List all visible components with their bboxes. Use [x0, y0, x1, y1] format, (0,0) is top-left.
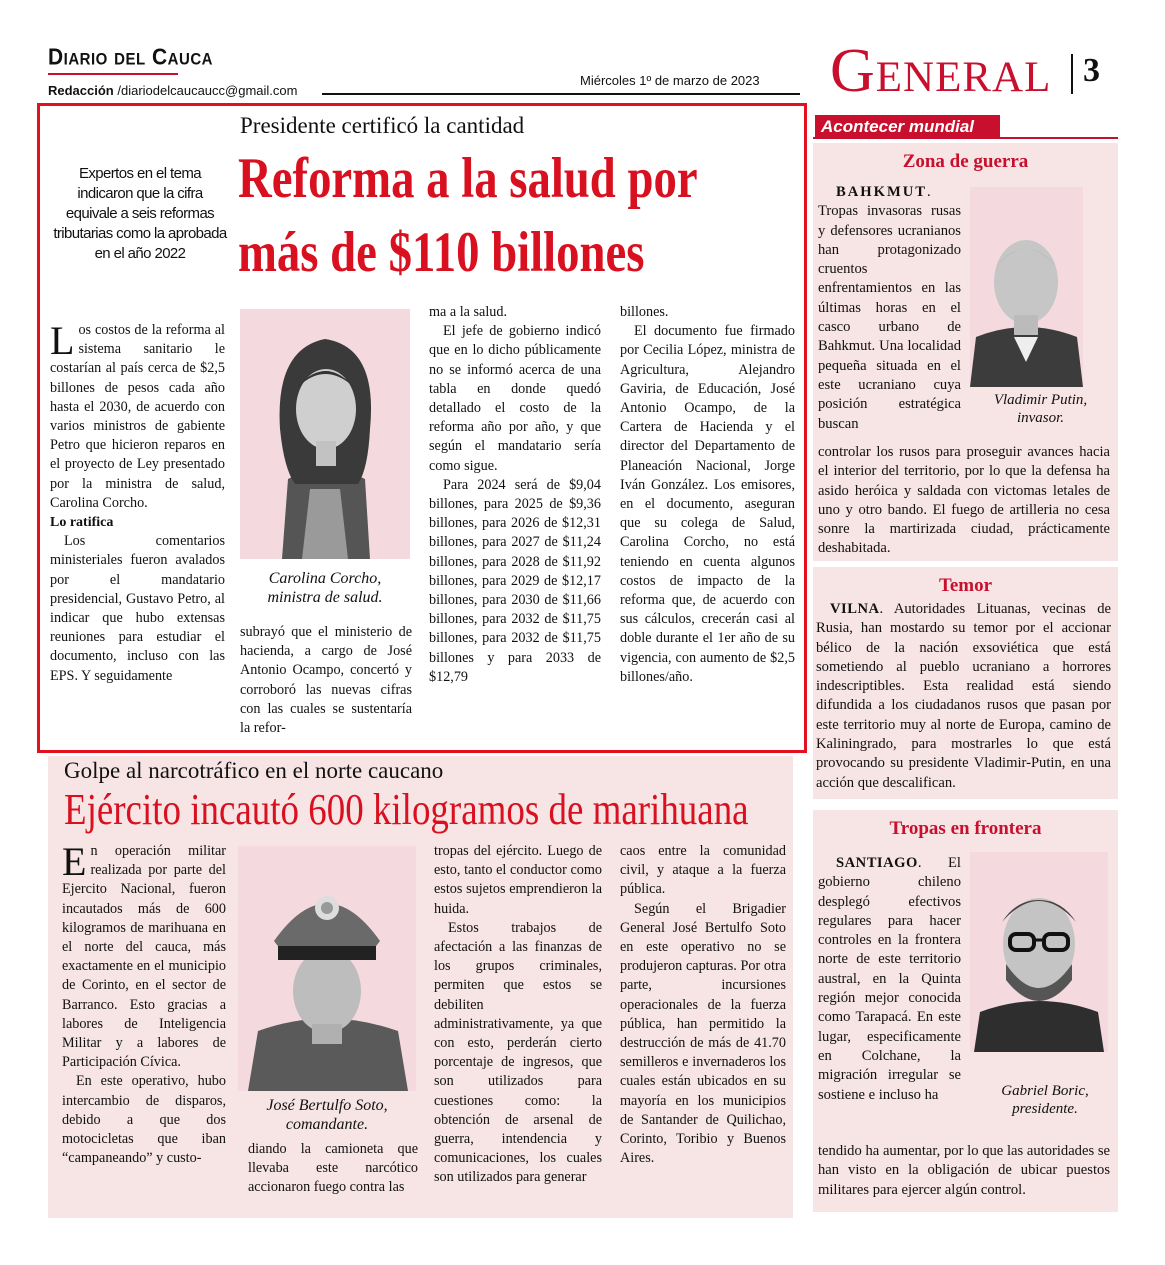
second-col4-p1: Según el Brigadier General José Bertulfo Soto en este operativo no se produjeron capturas. Por otra parte, incursiones operacionales de la fuerza pública, han permitido la destrucción de más de 41.70 semilleros e invernaderos los cuales están ubicados en su mayoría en los municipios de Santander de Quilichao, Corinto, Toribio y Buenos Aires. — [620, 900, 786, 1167]
second-column-2-text: diando la camioneta que llevaba este narcótico accionaron fuego contra las — [248, 1141, 418, 1196]
section-title: General — [830, 37, 1052, 105]
boric-caption — [970, 1082, 1120, 1118]
header-rule — [322, 93, 800, 95]
lead-col3-p1: El jefe de gobierno indicó que en lo dicho públicamente no se informó acerca de una tabla en donde quedó detallado el costo de la reforma año por año, y que según el mandatario sería como sigue. — [429, 323, 601, 474]
war-text-narrow — [818, 183, 961, 434]
border-text-wide — [818, 1142, 1110, 1200]
second-story — [48, 756, 793, 1218]
second-paragraph-2: En este operativo, hubo intercambio de disparos, debido a que dos motocicletas que iban “campaneando” y custo- — [62, 1073, 226, 1167]
second-photo-caption — [238, 1096, 416, 1134]
drop-cap-e: E — [62, 839, 87, 884]
war-paragraph-a: BAHKMUT. Tropas invasoras rusas y defensores ucranianos han protagonizado cruentos enfrentamientos en las últimas horas en el casco urbano de Bahkmut. Una localidad pequeña situada en el este ucraniano cuya posición estratégica buscan — [818, 184, 961, 432]
sidebar-banner-label: Acontecer mundial — [815, 115, 1000, 139]
lead-paragraph-2: Los comentarios ministeriales fueron avalados por el mandatario presidencial, Gustavo Petro, al indicar que hubo extensas reuniones para estudiar el documento, incluso con las EPS. Y seguidamente — [50, 533, 225, 684]
lead-subhead: Lo ratifica — [50, 515, 114, 531]
lead-col4-p1: El documento fue firmado por Cecilia López, ministra de Agricultura, Alejandro Gaviria, de Educación, José Antonio Ocampo, de la Cartera de Hacienda y el director del Departamento de Planeación Nacional, Jorge Iván González. Los emisores, en el documento, aseguran que su colega de Salud, Carolina Corcho, no está teniendo en cuenta algunos costos de impacto de la reforma que, de acuerdo con sus cálculos, crecerán casi al doble durante el 1er año de su vigencia, con aumento de $2,5 billones/año. — [620, 323, 795, 685]
border-text-narrow — [818, 854, 961, 1105]
lead-summary: Expertos en el tema indicaron que la cifra equivale a seis reformas tributarias como la aprobada en el año 2022 — [53, 165, 227, 262]
fear-paragraph: VILNA. Autoridades Lituanas, vecinas de Rusia, han mostardo su temor por el accionar bélico de la nación exsoviética que está sometiendo al pueblo ucraniano a horrores indescriptibles. Esta realidad está siendo difundida a los ciudadanos rusos que pasan por este territorio muy al norte de Europa, camino de Kaliningrado, para mostrarles lo que está provocando su presidente Vladimir-Putin, en una acción que descalifican. — [816, 601, 1111, 791]
page-number: 3 — [1083, 52, 1100, 89]
carolina-corcho-photo — [240, 309, 410, 559]
lead-caption-line-2: ministra de salud. — [267, 589, 383, 606]
second-column-3 — [434, 842, 602, 1188]
gabriel-boric-photo — [970, 852, 1108, 1052]
lead-headline-line-1: Reforma a la salud por — [238, 147, 698, 210]
lead-paragraph-1: Los costos de la reforma al sistema sanitario le costarían al país cerca de $2,5 billones de pesos cada año hasta el 2030, de acuerdo con varios ministros de gabiente Petro que hicieron reparos en el proyecto de Ley presentado por la ministra de salud, Carolina Corcho. — [50, 318, 225, 511]
fear-title: Temor — [938, 575, 993, 596]
lead-photo-caption — [240, 569, 410, 607]
border-paragraph-a: SANTIAGO. El gobierno chileno desplegó efectivos regulares para hacer controles en la frontera norte de este territorio austral, en la Quinta región mejor conocida como Tarapacá. En este lugar, especificamente en Colchane, la migración irregular se sostiene e incluso ha — [818, 855, 961, 1103]
boric-caption-line-1: Gabriel Boric, — [1001, 1083, 1089, 1099]
logo-underline — [48, 73, 178, 75]
lead-headline — [238, 142, 697, 290]
lead-story — [37, 103, 807, 753]
border-title: Tropas en frontera — [889, 818, 1042, 839]
lead-column-2 — [240, 623, 412, 738]
contact-email[interactable]: /diariodelcaucaucc@gmail.com — [113, 83, 298, 98]
sidebar-banner — [813, 115, 1118, 139]
jose-bertulfo-soto-photo — [238, 846, 416, 1091]
sidebar-section-border — [813, 810, 1118, 1212]
lead-column-3 — [429, 303, 601, 687]
vladimir-putin-photo — [970, 187, 1083, 387]
boric-caption-line-2: presidente. — [1012, 1101, 1078, 1117]
second-caption-line-1: José Bertulfo Soto, — [266, 1097, 388, 1114]
border-paragraph-b: tendido ha aumentar, por lo que las autoridades se han visto en la obligación de ubicar puestos militares para ejercer algún control. — [818, 1143, 1110, 1198]
lead-col4-p0: billones. — [620, 304, 669, 320]
redaccion-label: Redacción — [48, 83, 114, 98]
second-col3-p1: Estos trabajos de afectación a las finanzas de los grupos criminales, permiten que estos se debiliten administrativamente, ya que con esto, perderán cierto porcentaje de ingresos, que son utilizados para cuestiones como: la obtención de arsenal de guerra, intendencia y comunicaciones, los cuales son utilizados para generar — [434, 919, 602, 1186]
second-column-1 — [62, 839, 226, 1168]
war-paragraph-b: controlar los rusos para proseguir avances hacia el interior del territorio, por lo que la defensa ha asido heróica y saldada con victomas letales de uno y otro bando. El fuego de artilleria no cesa sonre la martirizada ciudad, prácticamente deshabitada. — [818, 444, 1110, 557]
sidebar — [813, 115, 1118, 1225]
second-kicker: Golpe al narcotráfico en el norte caucano — [64, 758, 444, 783]
war-dateline: BAHKMUT — [836, 184, 928, 200]
drop-cap: L — [50, 318, 75, 363]
second-headline: Ejército incautó 600 kilogramos de marihuana — [64, 785, 749, 834]
border-dateline: SANTIAGO — [836, 855, 918, 871]
lead-headline-line-2: más de $110 billones — [238, 221, 645, 284]
byline-line — [48, 83, 297, 98]
second-col3-p0: tropas del ejército. Luego de esto, tanto el conductor como estos sujetos emprendieron la huida. — [434, 843, 602, 917]
lead-column-1 — [50, 318, 225, 686]
masthead — [0, 0, 1165, 105]
war-title: Zona de guerra — [902, 151, 1029, 172]
publication-date: Miércoles 1º de marzo de 2023 — [580, 73, 760, 88]
fear-dateline: VILNA — [830, 601, 880, 617]
sidebar-section-fear — [813, 567, 1118, 799]
second-column-4 — [620, 842, 786, 1168]
second-paragraph-1: En operación militar realizada por parte del Ejercito Nacional, fueron incautados más de 600 kilogramos de marihuana en el norte del cauca, más exactamente en el municipio de Corinto, en el sector de Barranco. Esto gracias a labores de Inteligencia Militar y a labores de Participación Cívica. — [62, 839, 226, 1071]
lead-col3-p2: Para 2024 será de $9,04 billones, para 2025 de $9,36 billones, para 2026 de $12,31 billones, para 2027 de $11,24 billones, para 2028 de $11,92 billones, para 2029 de $12,17 billones, para 2030 de $11,66 billones, para 2032 de $11,75 billones, para 2032 de $11,75 billones y para 2033 de $12,79 — [429, 476, 601, 685]
lead-kicker: Presidente certificó la cantidad — [240, 113, 525, 138]
lead-col3-p0: ma a la salud. — [429, 304, 508, 320]
second-col4-p0: caos entre la comunidad civil, y ataque a la fuerza pública. — [620, 843, 786, 898]
second-column-2 — [248, 1140, 418, 1198]
lead-column-2-text: subrayó que el ministerio de hacienda, a cargo de José Antonio Ocampo, concertó y corroboró las nuevas cifras con las cuales se sustentaría la refor- — [240, 624, 412, 737]
fear-text — [816, 600, 1111, 793]
sidebar-section-war — [813, 143, 1118, 561]
putin-caption-line-2: invasor. — [1016, 410, 1065, 426]
war-text-wide — [818, 443, 1110, 559]
putin-caption — [963, 391, 1118, 427]
newspaper-logo: Diario del Cauca — [48, 44, 213, 71]
second-caption-line-2: comandante. — [285, 1116, 369, 1133]
section-divider — [1071, 54, 1073, 94]
lead-caption-line-1: Carolina Corcho, — [268, 570, 382, 587]
lead-column-4 — [620, 303, 795, 687]
putin-caption-line-1: Vladimir Putin, — [993, 392, 1088, 408]
